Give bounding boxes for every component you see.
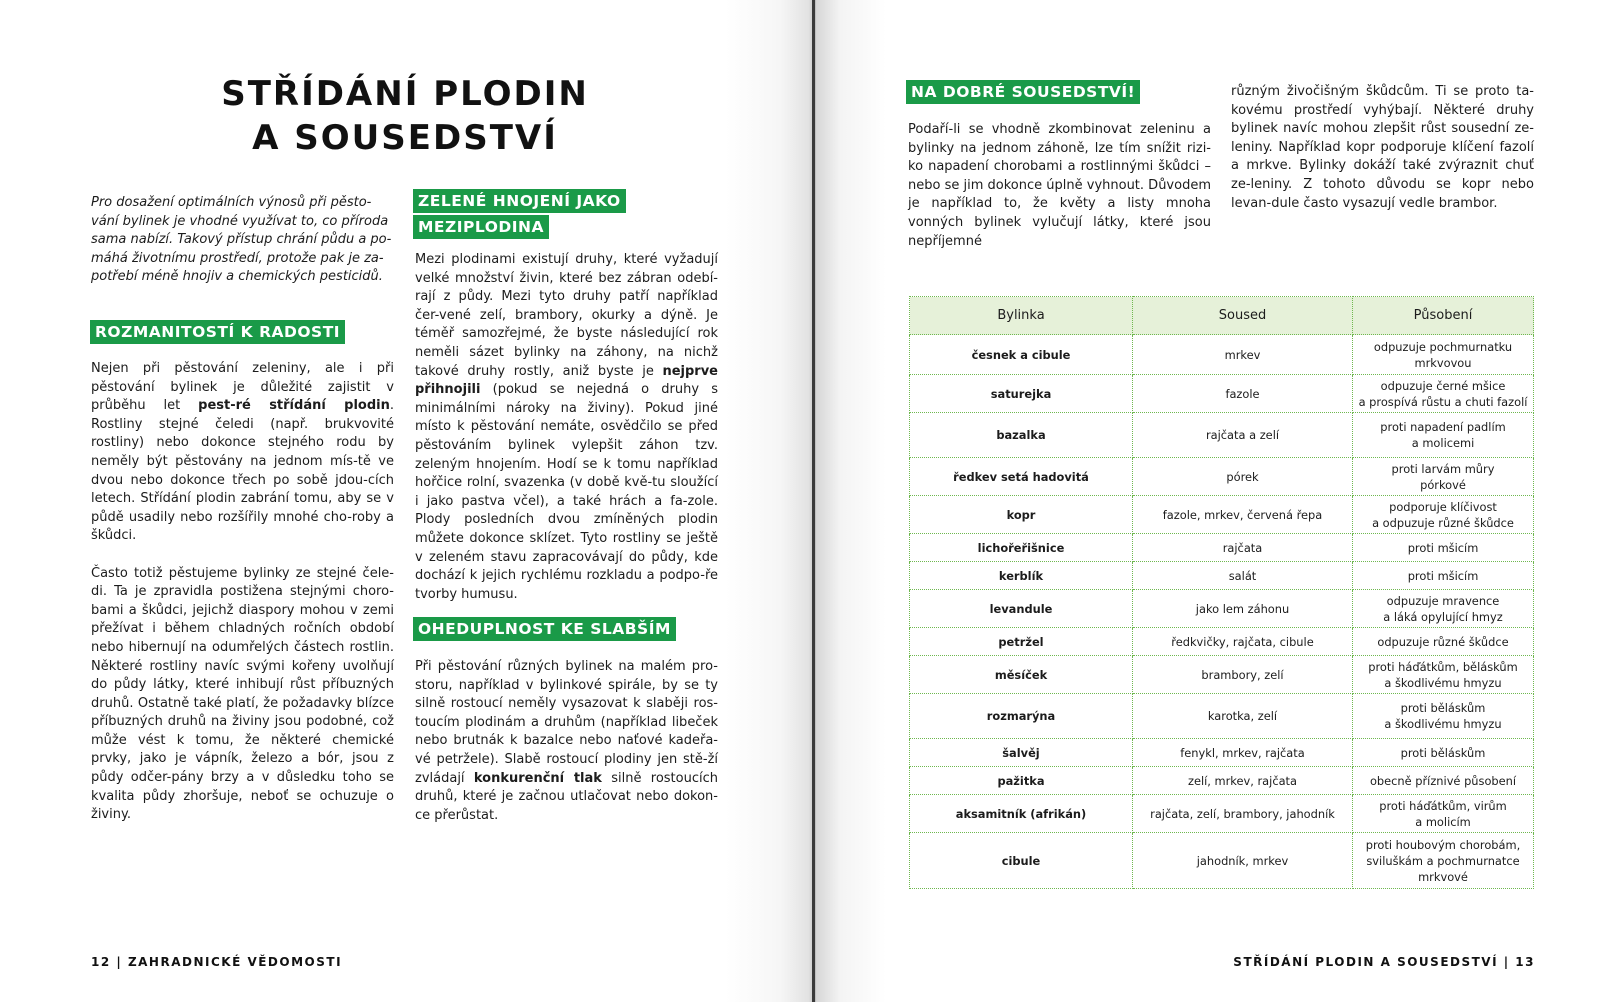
cell-effect xyxy=(1353,496,1534,534)
neighbors-column-1: Podaří-li se vhodně zkombinovat zeleninu a bylinky na jednom záhoně, lze tím snížit rizi-ko napadení chorobami a rostlinnými škůdci – nebo se jim dokonce úplně vyhnout. Důvodem je například to, že květy a listy mnoha vonných bylinek vylučují látky, které jsou nepříjemné xyxy=(908,122,1211,249)
paragraph xyxy=(91,360,394,546)
section-heading-variety xyxy=(90,320,345,344)
cell-effect-line: proti larvám můry xyxy=(1391,461,1495,476)
cell-effect-line: odpuzuje pochmurnatku xyxy=(1373,339,1513,354)
cell-neighbor: brambory, zelí xyxy=(1133,656,1353,694)
cell-herb: lichořeřišnice xyxy=(910,534,1133,562)
neighbors-column-2: různým živočišným škůdcům. Ti se proto ta-kovému prostředí vyhýbají. Některé druhy bylinek navíc mohou zlepšit růst sousední ze-leniny. Například kopr podporuje klíčení fazolí a mrkve. Bylinky dokáží také zvýraznit chuť ze-leniny. Z tohoto důvodu se kopr nebo levan-dule často vysazují vedle brambor. xyxy=(1231,84,1534,211)
column-header-herb: Bylinka xyxy=(910,297,1133,335)
section-heading-label: ROZMANITOSTÍ K RADOSTI xyxy=(90,320,345,344)
bold-run: konkurenční tlak xyxy=(473,770,602,786)
cell-herb: pažitka xyxy=(910,767,1133,795)
right-footer: STŘÍDÁNÍ PLODIN A SOUSEDSTVÍ | 13 xyxy=(1233,955,1535,969)
cell-neighbor: pórek xyxy=(1133,458,1353,496)
cell-herb: kopr xyxy=(910,496,1133,534)
cell-neighbor: fazole, mrkev, červená řepa xyxy=(1133,496,1353,534)
section-variety-body xyxy=(91,360,394,825)
intro-line: potřebí méně hnojiv a chemických pesticidů. xyxy=(91,269,383,285)
cell-effect-line: mrkvovou xyxy=(1414,355,1472,370)
text-run: Mezi plodinami existují druhy, které vyžadují velké množství živin, které bez zábran odebí-rají z půdy. Mezi tyto druhy patří například čer-vené zelí, brambory, okurky a dýně. Je téměř samozřejmé, že byste následující rok neměli sázet bylinky na záhony, na nichž takové druhy rostly, aniž byste je xyxy=(415,252,718,379)
table-header-row xyxy=(910,297,1534,335)
table-row xyxy=(910,335,1534,375)
cell-effect xyxy=(1353,335,1534,375)
cell-effect-line: proti napadení padlím xyxy=(1380,420,1506,434)
cell-effect xyxy=(1353,833,1534,889)
table-row xyxy=(910,534,1534,562)
cell-effect-line: odpuzuje různé škůdce xyxy=(1377,634,1509,649)
cell-herb: česnek a cibule xyxy=(910,335,1133,375)
cell-effect-line: mrkvové xyxy=(1418,869,1468,884)
cell-neighbor: rajčata, zelí, brambory, jahodník xyxy=(1133,795,1353,833)
cell-effect-line: a škodlivému hmyzu xyxy=(1384,675,1502,690)
title-line-1: STŘÍDÁNÍ PLODIN xyxy=(221,74,589,114)
cell-effect-line: a prospívá růstu a chuti fazolí xyxy=(1358,394,1528,409)
cell-effect xyxy=(1353,534,1534,562)
cell-effect-line: a odpuzuje různé škůdce xyxy=(1372,515,1514,530)
cell-effect-line: a láká opylující hmyz xyxy=(1383,609,1503,624)
cell-herb: aksamitník (afrikán) xyxy=(910,795,1133,833)
cell-effect-line: proti mšicím xyxy=(1407,568,1479,583)
cell-effect-line: obecně příznivé působení xyxy=(1369,773,1517,788)
cell-effect-line: a molicím xyxy=(1415,814,1471,829)
section-heading-label: NA DOBRÉ SOUSEDSTVÍ! xyxy=(906,80,1140,104)
cell-neighbor: fenykl, mrkev, rajčata xyxy=(1133,739,1353,767)
intro-line: sama nabízí. Takový přístup chrání půdu a po- xyxy=(91,232,392,248)
table-row xyxy=(910,833,1534,889)
cell-neighbor: ředkvičky, rajčata, cibule xyxy=(1133,628,1353,656)
cell-herb: petržel xyxy=(910,628,1133,656)
paragraph xyxy=(415,658,718,825)
cell-effect-line: sviluškám a pochmurnatce xyxy=(1366,853,1520,868)
table-row xyxy=(910,590,1534,628)
cell-herb: rozmarýna xyxy=(910,694,1133,739)
cell-effect xyxy=(1353,656,1534,694)
cell-effect xyxy=(1353,458,1534,496)
cell-effect xyxy=(1353,590,1534,628)
section-heading-label: MEZIPLODINA xyxy=(413,215,549,239)
section-green-manure-body xyxy=(415,251,718,604)
page-gutter-shadow-right xyxy=(816,0,886,1002)
cell-neighbor: rajčata a zelí xyxy=(1133,413,1353,458)
companion-planting-table xyxy=(909,296,1534,889)
cell-effect xyxy=(1353,739,1534,767)
cell-effect xyxy=(1353,795,1534,833)
column-header-neighbor: Soused xyxy=(1133,297,1353,335)
cell-effect xyxy=(1353,694,1534,739)
cell-effect-line: proti běláskům xyxy=(1400,701,1486,715)
text-run: silně rostoucích druhů, které je začnou utlačovat nebo dokon-ce přerůstat. xyxy=(415,770,718,823)
bold-run: pest-ré střídání plodin xyxy=(198,398,390,414)
section-heading-label: OHEDUPLNOST KE SLABŠÍM xyxy=(413,617,676,641)
cell-neighbor: karotka, zelí xyxy=(1133,694,1353,739)
section-heading-consideration xyxy=(413,617,676,641)
table-body xyxy=(910,335,1534,889)
cell-effect-line: a škodlivému hmyzu xyxy=(1384,717,1502,731)
cell-neighbor: jako lem záhonu xyxy=(1133,590,1353,628)
cell-neighbor: zelí, mrkev, rajčata xyxy=(1133,767,1353,795)
section-heading-label: ZELENÉ HNOJENÍ JAKO xyxy=(413,189,626,213)
table-row xyxy=(910,767,1534,795)
table-row xyxy=(910,739,1534,767)
cell-herb: měsíček xyxy=(910,656,1133,694)
cell-effect-line: pórkové xyxy=(1420,477,1466,492)
cell-effect-line: odpuzuje černé mšice xyxy=(1380,378,1506,393)
cell-effect xyxy=(1353,562,1534,590)
cell-herb: cibule xyxy=(910,833,1133,889)
cell-herb: levandule xyxy=(910,590,1133,628)
cell-herb: šalvěj xyxy=(910,739,1133,767)
section-heading-green-manure xyxy=(413,189,626,241)
cell-effect-line: proti háďátkům, virům xyxy=(1379,798,1507,813)
cell-herb: bazalka xyxy=(910,413,1133,458)
cell-effect-line: proti houbovým chorobám, xyxy=(1365,837,1521,852)
column-header-effect: Působení xyxy=(1353,297,1534,335)
table-row xyxy=(910,694,1534,739)
cell-effect xyxy=(1353,628,1534,656)
table-row xyxy=(910,496,1534,534)
cell-effect xyxy=(1353,767,1534,795)
section-heading-neighbors xyxy=(906,80,1140,104)
table-row xyxy=(910,458,1534,496)
title-line-2: A SOUSEDSTVÍ xyxy=(252,118,558,158)
cell-effect-line: proti háďátkům, běláskům xyxy=(1368,659,1518,674)
table-row xyxy=(910,375,1534,413)
page-gutter-shadow-left xyxy=(726,0,816,1002)
paragraph xyxy=(415,251,718,604)
text-run: Nejen při pěstování zeleniny, ale i při pěstování bylinek je důležité zajistit v průběhu let xyxy=(91,361,394,414)
cell-effect-line: proti mšicím xyxy=(1407,540,1479,555)
cell-effect-line: a molicemi xyxy=(1411,436,1475,450)
section-consideration-body xyxy=(415,658,718,825)
book-spine xyxy=(812,0,815,1002)
table-row xyxy=(910,795,1534,833)
text-run: . Rostliny stejné čeledi (např. brukvovité rostliny) nebo dokonce stejného rodu by neměly být pěstovány na jednom mís-tě ve dvou nebo dokonce třech po sobě jdou-cích letech. Střídání plodin zabrání tomu, aby se v půdě usadily nebo rozšířily mnohé cho-roby a škůdci. xyxy=(91,398,394,544)
cell-effect-line: odpuzuje mravence xyxy=(1386,593,1500,608)
cell-neighbor: salát xyxy=(1133,562,1353,590)
cell-neighbor: rajčata xyxy=(1133,534,1353,562)
cell-herb: ředkev setá hadovitá xyxy=(910,458,1133,496)
intro-line: máhá životnímu prostředí, protože pak je za- xyxy=(91,250,384,266)
intro-paragraph xyxy=(91,194,394,287)
table-row xyxy=(910,562,1534,590)
cell-neighbor: fazole xyxy=(1133,375,1353,413)
cell-effect xyxy=(1353,375,1534,413)
cell-herb: saturejka xyxy=(910,375,1133,413)
page-title xyxy=(150,72,660,160)
cell-effect xyxy=(1353,413,1534,458)
left-footer: 12 | ZAHRADNICKÉ VĚDOMOSTI xyxy=(91,955,343,969)
text-run: Při pěstování různých bylinek na malém pro-storu, například v bylinkové spirále, by se ty silně rostoucí neměly vysazovat k slaběji ros-toucím plodinám a druhům (například libeček nebo brutnák k bazalce nebo naťové kadeřa-vé petržele). Slabě rostoucí plodiny jen stě-ží zvládají xyxy=(415,659,718,786)
intro-line: Pro dosažení optimálních výnosů při pěsto- xyxy=(91,195,372,210)
cell-effect-line: podporuje klíčivost xyxy=(1389,499,1497,514)
cell-neighbor: jahodník, mrkev xyxy=(1133,833,1353,889)
intro-line: vání bylinek je vhodné využívat to, co příroda xyxy=(91,213,389,229)
table-row xyxy=(910,656,1534,694)
text-run: (pokud se nejedná o druhy s minimálními nároky na živiny). Pokud jiné místo k pěstování nemáte, osvědčilo se před pěstováním bylinek vylepšit záhon tzv. zeleným hnojením. Hodí se k tomu například hořčice rolní, svazenka (v době kvě-tu sloužící i jako pastva včel), a také hrách a fa-zole. Plody posledních dvou zmíněných plodin můžete dokonce sklízet. Tyto rostliny se ještě v zeleném stavu zapracovávají do půdy, kde dochází k jejich rychlému rozkladu a podpo-ře tvorby humusu. xyxy=(415,382,718,602)
cell-herb: kerblík xyxy=(910,562,1133,590)
bold-run: nejprve přihnojili xyxy=(415,363,718,398)
cell-neighbor: mrkev xyxy=(1133,335,1353,375)
table-row xyxy=(910,628,1534,656)
paragraph: Často totiž pěstujeme bylinky ze stejné čele-di. Ta je zpravidla postižena stejnými choro-bami a škůdci, jejichž diaspory mohou v zemi přežívat i během chladných ročních období nebo hibernují na odumřelých částech rostlin. Některé rostliny navíc svými kořeny uvolňují do půdy látky, které inhibují růst příbuzných druhů. Ostatně také platí, že požadavky blízce příbuzných druhů na živiny jsou podobné, což může vést k tomu, že některé chemické prvky, jako je vápník, železo a bór, jsou z půdy odčer-pány brzy a v důsledku toho se kvalita půdy zhoršuje, neboť se ochuzuje o živiny. xyxy=(91,565,394,823)
cell-effect-line: proti běláskům xyxy=(1400,745,1486,760)
table-row xyxy=(910,413,1534,458)
